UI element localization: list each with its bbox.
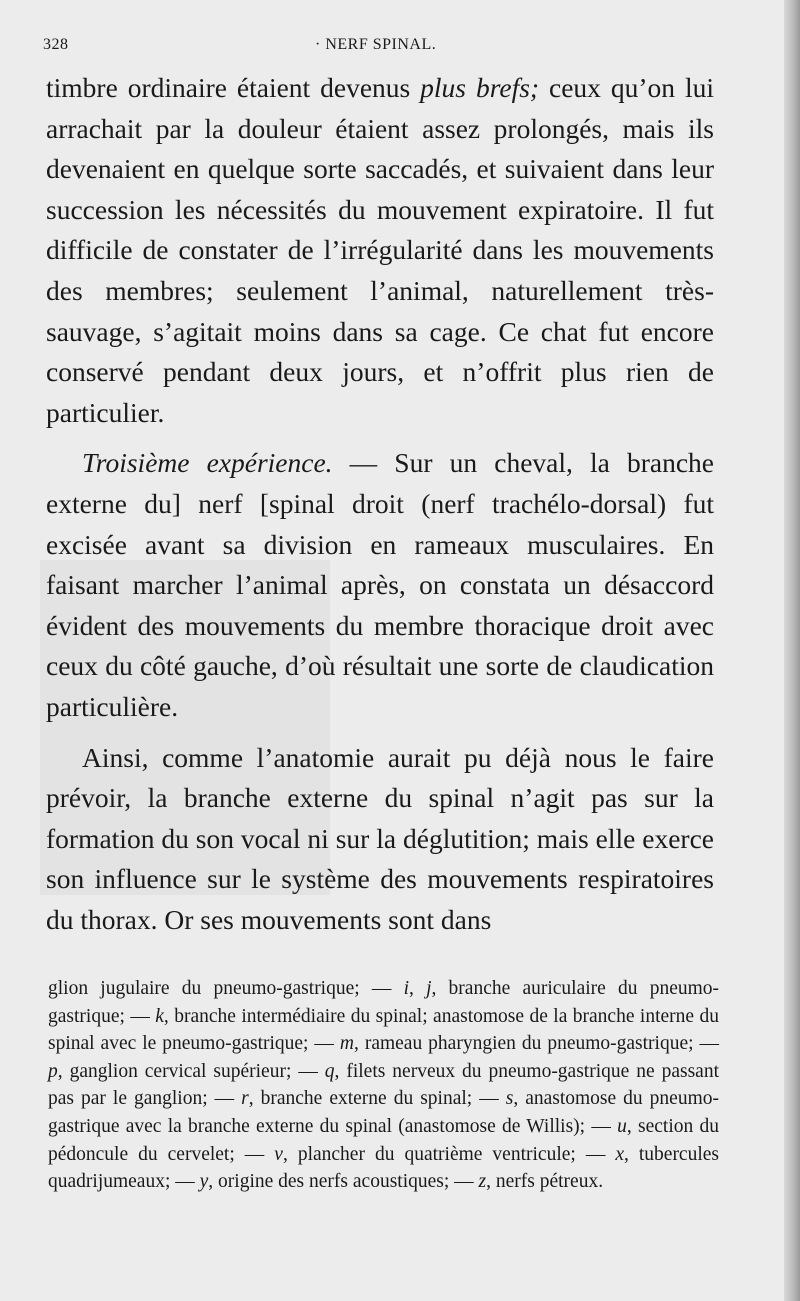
label-m: m: [339, 1033, 354, 1055]
section-heading: Troisième expérience.: [82, 447, 333, 479]
footnote-text: , rameau pharyngien du pneumo-gastrique; —: [354, 1033, 719, 1055]
label-x: x: [615, 1143, 624, 1165]
running-head: [43, 36, 723, 58]
footnote-text: , anastomose du pneumo-gastrique avec la branche externe du spinal (anastomose de Willis); —: [48, 1088, 719, 1137]
emphasis-text: plus brefs;: [420, 72, 540, 103]
footnote-text: ,: [408, 978, 427, 999]
paragraph-1-text: timbre ordinaire étaient devenus: [46, 72, 421, 103]
label-k: k: [155, 1005, 164, 1027]
paragraph-2-text: — Sur un cheval, la branche externe du] nerf [spinal droit (nerf trachélo-dorsal) fut excisée avant sa division en rameaux musculaires. En faisant marcher l’animal après, on constata un désaccord évident des mouvements du membre thoracique droit avec ceux du côté gauche, d’où résultait une sorte de claudication particulière.: [46, 447, 714, 722]
paragraph-1: [46, 68, 714, 433]
paragraph-3-text: Ainsi, comme l’anatomie aurait pu déjà nous le faire prévoir, la branche externe du spinal n’agit pas sur la formation du son vocal ni sur la déglutition; mais elle exerce son influence sur le système des mouvements respiratoires du thorax. Or ses mouvements sont dans: [46, 741, 714, 935]
figure-caption-footnote: [48, 975, 719, 1196]
label-r: r: [241, 1088, 249, 1110]
label-z: z: [478, 1171, 487, 1193]
label-y: y: [199, 1171, 209, 1193]
header-title: · NERF SPINAL.: [315, 36, 437, 53]
label-u: u: [617, 1115, 627, 1137]
footnote-text: , tubercules quadrijumeaux; —: [48, 1143, 719, 1193]
paragraph-2: [46, 443, 714, 727]
footnote-text: , plancher du quatrième ventricule; —: [282, 1143, 616, 1165]
label-q: q: [324, 1060, 335, 1082]
footnote-text: , branche auriculaire du pneumo-gastrique; —: [48, 978, 720, 1027]
footnote-text: , ganglion cervical supérieur; —: [57, 1060, 325, 1082]
page-number: 328: [43, 36, 69, 53]
label-i: i: [403, 978, 409, 999]
page-edge: [784, 0, 800, 1301]
footnote-text: , branche intermédiaire du spinal; anastomose de la branche interne du spinal avec le pneumo-gastrique; —: [48, 1005, 719, 1055]
paragraph-3: [46, 738, 714, 941]
footnote-text: , branche externe du spinal; —: [248, 1088, 506, 1110]
label-j: j: [426, 978, 432, 999]
footnote-text: , nerfs pétreux.: [486, 1171, 604, 1193]
footnote-text: glion jugulaire du pneumo-gastrique; —: [48, 978, 404, 999]
footnote-text: , origine des nerfs acoustiques; —: [208, 1171, 479, 1193]
main-text: [46, 68, 714, 940]
footnote-text: , section du pédoncule du cervelet; —: [48, 1115, 720, 1165]
footnote-text: , filets nerveux du pneumo-gastrique ne passant pas par le ganglion; —: [48, 1060, 719, 1110]
paragraph-1-rest: ceux qu’on lui arrachait par la douleur étaient assez prolongés, mais ils devenaient en quelque sorte saccadés, et suivaient dans leur succession les nécessités du mouvement expiratoire. Il fut difficile de constater de l’irrégularité dans les mouvements des membres; seulement l’animal, naturellement très-sauvage, s’agitait moins dans sa cage. Ce chat fut encore conservé pendant deux jours, et n’offrit plus rien de particulier.: [46, 72, 714, 428]
label-p: p: [48, 1060, 58, 1082]
label-v: v: [274, 1143, 283, 1165]
label-s: s: [505, 1088, 514, 1110]
